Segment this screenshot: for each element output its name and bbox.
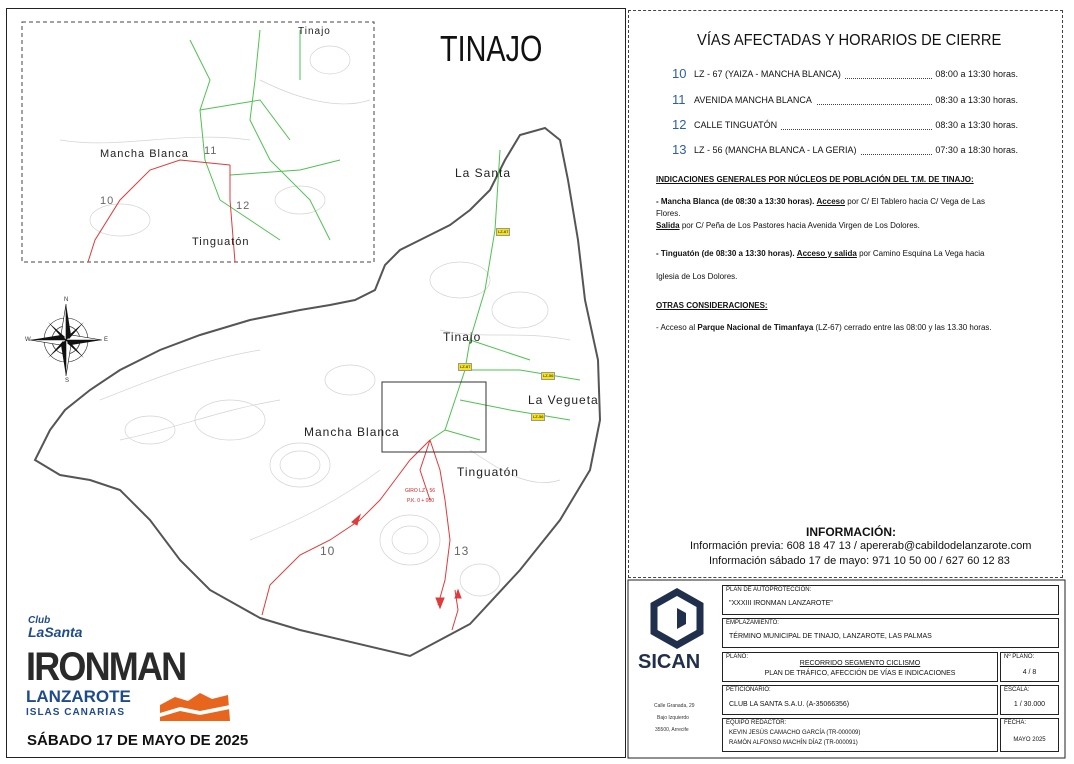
information-line-2: Información sábado 17 de mayo: 971 10 50 00 / 627 60 12 83 [709,555,1010,567]
islas-wordmark: ISLAS CANARIAS [26,707,126,718]
road-name: LZ - 67 (YAIZA - MANCHA BLANCA) [694,69,845,79]
road-badge-lz67-center: LZ-67 [460,364,471,369]
indication-mancha-blanca-salida: Salida por C/ Peña de Los Pastores hacia Avenida Virgen de Los Dolores. [656,221,920,230]
road-number: 10 [672,66,687,81]
compass-south: S [65,378,70,384]
compass-east: E [104,337,109,343]
roads-title: VÍAS AFECTADAS Y HORARIOS DE CIERRE [697,32,1002,49]
road-name: AVENIDA MANCHA BLANCA [694,95,816,105]
petitioner-cell: PETICIONARIO: CLUB LA SANTA S.A.U. (A-35066356) [722,685,998,715]
road-number: 13 [672,142,687,157]
road-badge-lz67-north: LZ-67 [498,229,509,234]
giro-label: GIRO LZ - 56 [405,488,436,494]
information-line-1: Información previa: 608 18 47 13 / apererab@cabildodelanzarote.com [690,540,1032,552]
inset-place-mancha-blanca: Mancha Blanca [100,148,189,160]
place-la-santa: La Santa [455,166,512,180]
red-route [88,160,458,630]
team-cell: EQUIPO REDACTOR: KEVIN JESÚS CAMACHO GARCÍA (TR-000009) RAMÓN ALFONSO MACHÍN DÍAZ (TR-000091) [722,718,998,752]
address-3: 35500, Arrecife [655,727,689,733]
road-time: 08:00 a 13:30 horas. [935,69,1018,79]
inset-place-tinguaton: Tinguatón [192,236,250,248]
ironman-wordmark: IRONMAN [26,645,186,689]
map-road-13: 13 [454,544,470,558]
road-number: 11 [672,92,686,107]
club-label: Club [28,615,51,626]
address-2: Bajo Izquierdo [657,715,689,721]
indication-tinguaton: - Tinguatón (de 08:30 a 13:30 horas). Acceso y salida por Camino Esquina La Vega hacia Iglesia de Los Dolores. [656,249,985,281]
compass-north: N [64,297,69,303]
lanzarote-wordmark: LANZAROTE [26,687,131,706]
place-tinajo: Tinajo [443,330,482,344]
road-badge-lz56b: LZ-56 [533,414,544,419]
route-arrows [352,515,461,608]
green-roads [190,30,580,440]
inset-road-10: 10 [100,195,115,207]
other-heading: OTRAS CONSIDERACIONES: [656,301,768,310]
indication-mancha-blanca: - Mancha Blanca (de 08:30 a 13:30 horas). Acceso por C/ El Tablero hacia C/ Vega de Las Flores. [656,197,985,218]
plan-cell: PLAN DE AUTOPROTECCIÓN: "XXXIII IRONMAN LANZAROTE" [722,585,1059,615]
scale-cell: ESCALA: 1 / 30.000 [1000,685,1059,715]
compass-rose-icon [30,304,102,376]
zoom-box [382,382,486,452]
date-cell: FECHA: MAYO 2025 [1000,718,1059,752]
sican-logo [634,584,720,682]
other-park: - Acceso al Parque Nacional de Timanfaya (LZ-67) cerrado entre las 08:00 y las 13.30 horas. [656,323,992,332]
map-road-10: 10 [320,544,336,558]
road-badge-lz56: LZ-56 [543,373,554,378]
address-1: Calle Granada, 29 [654,703,695,709]
road-time: 07:30 a 18:30 horas. [935,145,1018,155]
sican-logo-icon [634,584,720,682]
pk-label: P.K. 0 + 000 [407,498,435,504]
road-time: 08:30 a 13:30 horas. [935,120,1018,130]
la-santa-label: LaSanta [28,624,83,640]
map-title: TINAJO [440,28,543,69]
svg-text:SICAN: SICAN [638,651,701,673]
nplano-cell: Nº PLANO: 4 / 8 [1000,652,1059,682]
information-heading: INFORMACIÓN: [806,525,896,539]
road-name: CALLE TINGUATÓN [694,120,781,130]
place-mancha-blanca: Mancha Blanca [304,425,400,439]
place-la-vegueta: La Vegueta [528,393,599,407]
terrain-contours [60,46,570,596]
site-cell: EMPLAZAMIENTO: TÉRMINO MUNICIPAL DE TINAJO, LANZAROTE, LAS PALMAS [722,618,1059,648]
plano-cell: PLANO: RECORRIDO SEGMENTO CICLISMO PLAN DE TRÁFICO, AFECCIÓN DE VÍAS E INDICACIONES [722,652,998,682]
ironman-logo [26,615,231,723]
volcano-icon [160,687,230,721]
inset-place-tinajo: Tinajo [298,26,331,37]
inset-road-12: 12 [236,200,251,212]
indications-heading: INDICACIONES GENERALES POR NÚCLEOS DE POBLACIÓN DEL T.M. DE TINAJO: [656,175,974,184]
inset-road-11: 11 [204,145,218,157]
road-time: 08:30 a 13:30 horas. [935,95,1018,105]
road-number: 12 [672,117,687,132]
road-name: LZ - 56 (MANCHA BLANCA - LA GERIA) [694,145,861,155]
compass-west: W [25,337,31,343]
place-tinguaton: Tinguatón [457,465,519,479]
event-date: SÁBADO 17 DE MAYO DE 2025 [27,732,249,749]
